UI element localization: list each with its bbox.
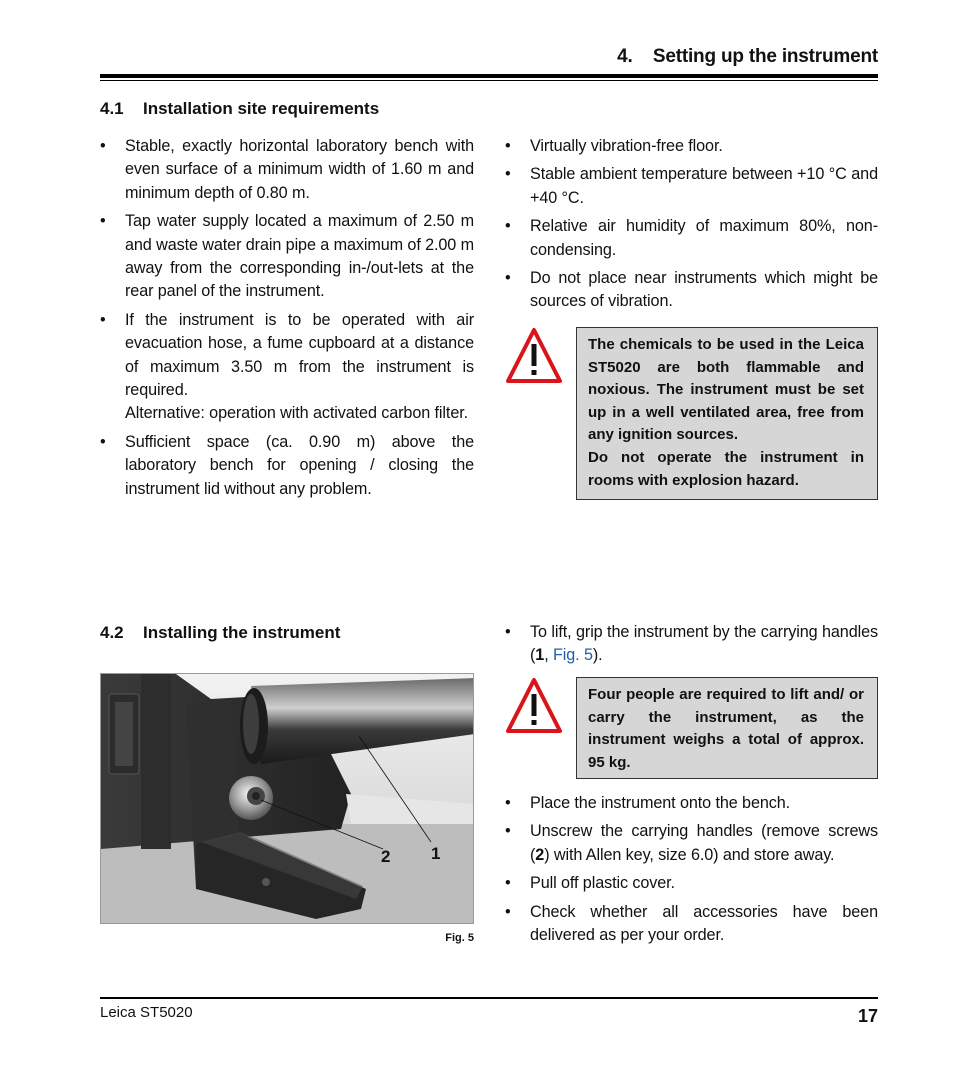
- chapter-title: 4. Setting up the instrument: [617, 46, 878, 67]
- page-number: 17: [857, 1006, 878, 1026]
- chapter-rule-thin: [100, 80, 878, 81]
- carrying-handle-illustration: [101, 674, 474, 924]
- list-item: • Stable, exactly horizontal laboratory bench with even surface of a minimum width of 1.60 m and minimum depth of 0.80 m.: [100, 135, 474, 205]
- alternative-note: Alternative: operation with activated carbon filter.: [125, 404, 469, 423]
- section-number: 4.1: [100, 99, 124, 118]
- list-item: • To lift, grip the instrument by the carrying handles (1, Fig. 5).: [505, 621, 878, 668]
- list-item: • If the instrument is to be operated with air evacuation hose, a fume cupboard at a distance of maximum 3.50 m from the instrument is required. Alternative: operation with activated carbon filter.: [100, 309, 474, 426]
- warning-triangle-icon: [505, 327, 563, 385]
- section-number: 4.2: [100, 623, 124, 642]
- list-item: • Check whether all accessories have been delivered as per your order.: [505, 901, 878, 948]
- footer-rule: [100, 997, 878, 999]
- callout-1: 1: [431, 844, 441, 863]
- list-item: • Tap water supply located a maximum of 2.50 m and waste water drain pipe a maximum of 2.00 m away from the corresponding in-/out-lets at the rear panel of the instrument.: [100, 210, 474, 304]
- warning-box-chemicals: [576, 327, 878, 500]
- warning-triangle-icon: [505, 677, 563, 735]
- list-item: • Do not place near instruments which might be sources of vibration.: [505, 267, 878, 314]
- list-item: • Unscrew the carrying handles (remove screws (2) with Allen key, size 6.0) and store away.: [505, 820, 878, 867]
- section-heading-4-1: [100, 99, 379, 119]
- list-item: • Relative air humidity of maximum 80%, non-condensing.: [505, 215, 878, 262]
- figure-link[interactable]: Fig. 5: [553, 646, 593, 665]
- section-heading-4-2: [100, 623, 340, 643]
- figure-caption: Fig. 5: [445, 932, 474, 944]
- lift-instructions: [505, 621, 878, 673]
- list-item: • Stable ambient temperature between +10 °C and +40 °C.: [505, 163, 878, 210]
- warning-text: The chemicals to be used in the Leica ST5020 are both flammable and noxious. The instrument must be set up in a well ventilated area, free from any ignition sources.: [588, 336, 864, 444]
- callout-2: 2: [381, 847, 391, 866]
- list-item: • Virtually vibration-free floor.: [505, 135, 878, 158]
- chapter-rule: [100, 74, 878, 78]
- left-column-requirements: [100, 135, 474, 506]
- figure-5-photo: [100, 673, 474, 924]
- warning-box-weight: [576, 677, 878, 779]
- list-item: • Sufficient space (ca. 0.90 m) above the laboratory bench for opening / closing the instrument lid without any problem.: [100, 431, 474, 501]
- list-item: • Place the instrument onto the bench.: [505, 792, 878, 815]
- section-title: Installation site requirements: [143, 99, 380, 118]
- section-title: Installing the instrument: [143, 623, 341, 642]
- warning-text: Four people are required to lift and/ or carry the instrument, as the instrument weighs a total of approx. 95 kg.: [588, 686, 864, 771]
- install-steps: [505, 792, 878, 952]
- right-column-requirements: [505, 135, 878, 319]
- warning-text: Do not operate the instrument in rooms with explosion hazard.: [588, 448, 864, 489]
- list-item: • Pull off plastic cover.: [505, 872, 878, 895]
- footer-product-name: Leica ST5020: [100, 1004, 193, 1021]
